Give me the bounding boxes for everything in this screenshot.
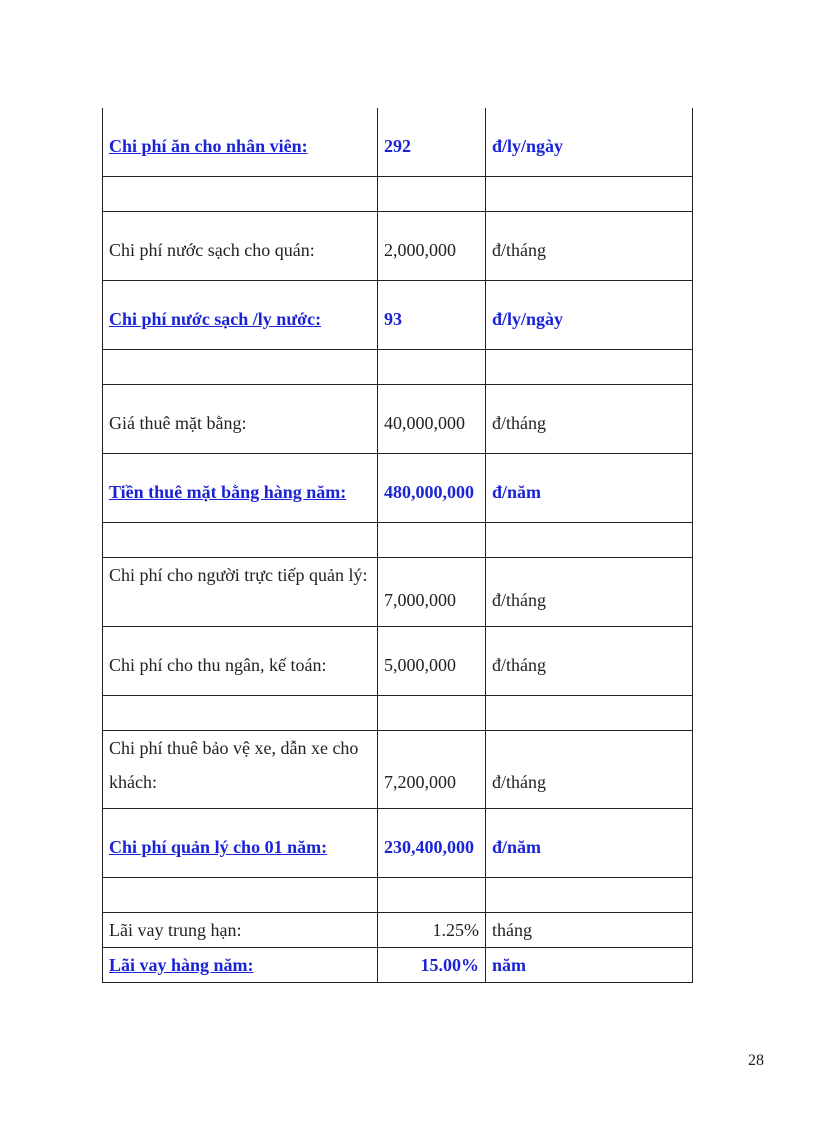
row-label: Giá thuê mặt bằng: — [103, 385, 378, 454]
empty-row — [103, 878, 693, 913]
row-unit: tháng — [486, 913, 693, 948]
row-label: Lãi vay hàng năm: — [103, 948, 378, 983]
row-unit: đ/ly/ngày — [486, 281, 693, 350]
row-value: 7,200,000 — [378, 731, 486, 809]
cost-table — [102, 108, 693, 983]
table-row — [103, 212, 693, 281]
row-unit: đ/năm — [486, 809, 693, 878]
row-unit: đ/tháng — [486, 385, 693, 454]
row-unit: đ/tháng — [486, 731, 693, 809]
row-label: Chi phí ăn cho nhân viên: — [103, 108, 378, 177]
row-label: Chi phí cho người trực tiếp quản lý: — [103, 558, 378, 627]
row-value: 2,000,000 — [378, 212, 486, 281]
row-unit: đ/ly/ngày — [486, 108, 693, 177]
row-value: 5,000,000 — [378, 627, 486, 696]
row-unit: đ/tháng — [486, 627, 693, 696]
row-value: 1.25% — [378, 913, 486, 948]
row-label: Chi phí cho thu ngân, kế toán: — [103, 627, 378, 696]
empty-row — [103, 696, 693, 731]
row-unit: đ/năm — [486, 454, 693, 523]
row-label: Chi phí nước sạch /ly nước: — [103, 281, 378, 350]
empty-row — [103, 523, 693, 558]
row-value: 230,400,000 — [378, 809, 486, 878]
empty-row — [103, 350, 693, 385]
row-value: 40,000,000 — [378, 385, 486, 454]
row-unit: năm — [486, 948, 693, 983]
row-value: 292 — [378, 108, 486, 177]
row-value: 7,000,000 — [378, 558, 486, 627]
empty-row — [103, 177, 693, 212]
table-row — [103, 454, 693, 523]
table-row — [103, 913, 693, 948]
row-value: 480,000,000 — [378, 454, 486, 523]
row-unit: đ/tháng — [486, 212, 693, 281]
table-row — [103, 558, 693, 627]
page-number: 28 — [748, 1052, 764, 1069]
table-row — [103, 281, 693, 350]
table-row — [103, 731, 693, 809]
row-label: Chi phí quản lý cho 01 năm: — [103, 809, 378, 878]
table-row — [103, 627, 693, 696]
table-row — [103, 108, 693, 177]
table-row — [103, 809, 693, 878]
row-value: 93 — [378, 281, 486, 350]
row-unit: đ/tháng — [486, 558, 693, 627]
row-value: 15.00% — [378, 948, 486, 983]
table-row — [103, 948, 693, 983]
row-label: Lãi vay trung hạn: — [103, 913, 378, 948]
row-label: Chi phí nước sạch cho quán: — [103, 212, 378, 281]
table-row — [103, 385, 693, 454]
row-label: Tiền thuê mặt bằng hàng năm: — [103, 454, 378, 523]
row-label: Chi phí thuê bảo vệ xe, dẫn xe cho khách: — [103, 731, 378, 809]
